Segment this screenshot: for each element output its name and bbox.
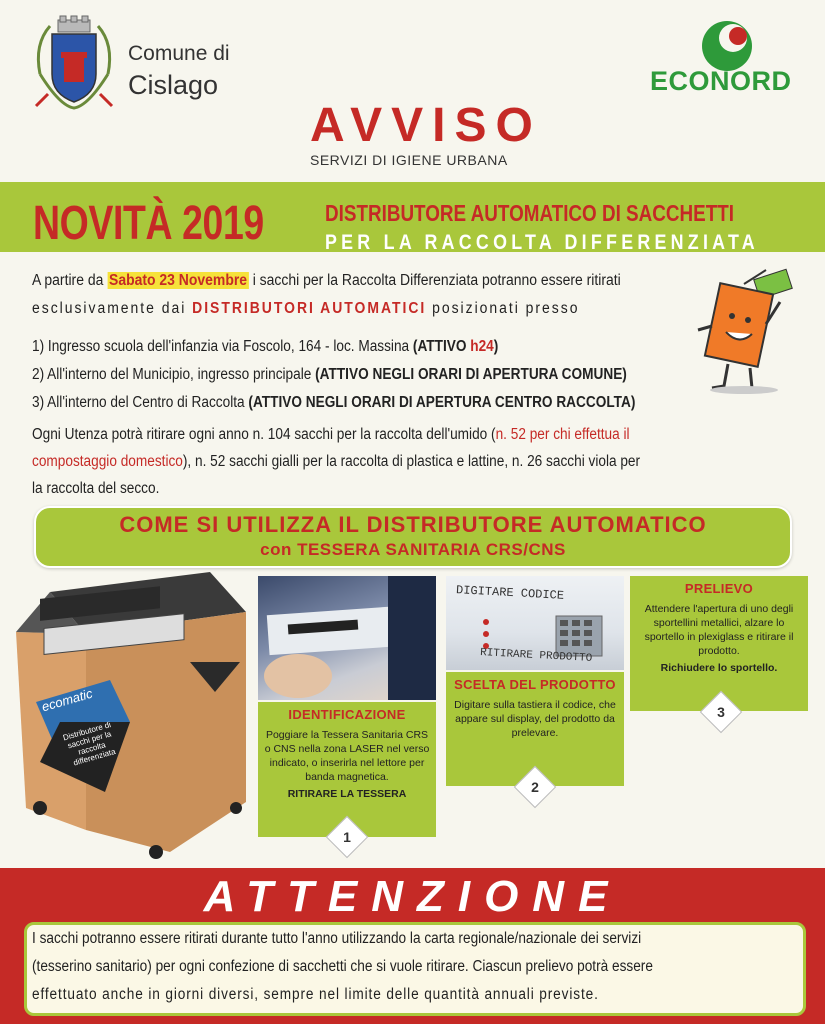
vending-machine-illustration: [10, 572, 260, 862]
quota-text: ), n. 52 sacchi gialli per la raccolta di plastica e lattine, n. 26 sacchi viola per: [182, 453, 641, 470]
attention-line-1: I sacchi potranno essere ritirati durante tutto l'anno utilizzando la carta regionale/nazionale dei servizi: [32, 930, 642, 947]
step-title: SCELTA DEL PRODOTTO: [454, 677, 616, 692]
location-note: ): [493, 338, 499, 355]
step-2-number: 2: [531, 779, 539, 795]
start-date-highlight: Sabato 23 Novembre: [109, 272, 248, 289]
intro-text: esclusivamente dai: [32, 300, 193, 317]
intro-line-1: [32, 272, 621, 290]
quota-compost-note: compostaggio domestico: [32, 453, 183, 470]
step-withdrawal: [630, 576, 808, 711]
location-2: [32, 366, 627, 384]
intro-text: i sacchi per la Raccolta Differenziata potranno essere ritirati: [248, 272, 621, 289]
step-text: Poggiare la Tessera Sanitaria CRS o CNS nella zona LASER nel verso indicato, o inserirla nel lettore per banda magnetica.: [264, 729, 430, 783]
quota-line-1: [32, 426, 630, 444]
location-note: (ATTIVO NEGLI ORARI DI APERTURA CENTRO RACCOLTA): [248, 394, 636, 411]
attention-line-3: effettuato anche in giorni diversi, sempre nel limite delle quantità annuali previste.: [32, 986, 599, 1003]
location-note: (ATTIVO: [412, 338, 471, 355]
location-1: [32, 338, 498, 356]
quota-line-2: [32, 453, 640, 471]
quota-line-3: la raccolta del secco.: [32, 480, 160, 497]
machine-caption: Distributore di sacchi per la raccolta differenziata: [61, 720, 117, 768]
bag-mascot-icon: [694, 266, 804, 396]
comune-name: Cislago: [128, 70, 219, 100]
keypad-label-withdraw: RITIRARE PRODOTTO: [479, 647, 593, 665]
band-title-line1: DISTRIBUTORE AUTOMATICO DI SACCHETTI: [325, 200, 734, 226]
attention-line-2: (tesserino sanitario) per ogni confezione di sacchetti che si vuole ritirare. Ciascun prelievo potrà essere: [32, 958, 653, 975]
intro-text: posizionati presso: [426, 300, 580, 317]
cislago-crest-logo: [30, 14, 118, 114]
location-3: [32, 394, 635, 412]
band-title-line2: PER LA RACCOLTA DIFFERENZIATA: [325, 231, 759, 254]
step-bold-text: Richiudere lo sportello.: [660, 662, 778, 674]
novita-heading: NOVITÀ 2019: [33, 197, 264, 250]
step-title: PRELIEVO: [684, 581, 754, 596]
page-title: AVVISO: [310, 99, 542, 152]
location-text: 3) All'interno del Centro di Raccolta: [32, 394, 249, 411]
intro-line-2: [32, 300, 579, 318]
step-title: IDENTIFICAZIONE: [288, 707, 406, 722]
distributori-highlight: DISTRIBUTORI AUTOMATICI: [192, 300, 427, 317]
page-subtitle: SERVIZI DI IGIENE URBANA: [310, 152, 508, 168]
attention-title: ATTENZIONE: [203, 872, 622, 921]
step-text: Digitare sulla tastiera il codice, che appare sul display, del prodotto da prelevare.: [454, 699, 616, 739]
econord-logo-icon: [700, 14, 760, 74]
step-3-number: 3: [717, 704, 725, 720]
location-text: 2) All'interno del Municipio, ingresso principale: [32, 366, 316, 383]
location-note-h24: h24: [470, 338, 494, 355]
intro-text: A partire da: [32, 272, 108, 289]
how-to-title: COME SI UTILIZZA IL DISTRIBUTORE AUTOMATICO: [119, 512, 707, 537]
keypad-label-code: DIGITARE CODICE: [455, 583, 565, 603]
location-text: 1) Ingresso scuola dell'infanzia via Foscolo, 164 - loc. Massina: [32, 338, 413, 355]
comune-label: Comune di: [128, 42, 230, 65]
step-bold-text: RITIRARE LA TESSERA: [287, 788, 407, 800]
step-text: Attendere l'apertura di uno degli sportellini metallici, alzare lo sportello in plexiglass e ritirare il prodotto.: [644, 603, 794, 657]
quota-compost-note: n. 52 per chi effettua il: [495, 426, 630, 443]
how-to-subtitle: con TESSERA SANITARIA CRS/CNS: [260, 540, 566, 559]
econord-brand: ECONORD: [650, 66, 792, 96]
machine-brand-label: ecomatic: [40, 685, 95, 715]
quota-text: Ogni Utenza potrà ritirare ogni anno n. 104 sacchi per la raccolta dell'umido (: [32, 426, 496, 443]
location-note: (ATTIVO NEGLI ORARI DI APERTURA COMUNE): [315, 366, 627, 383]
card-reader-photo: [258, 576, 436, 700]
step-1-number: 1: [343, 829, 351, 845]
